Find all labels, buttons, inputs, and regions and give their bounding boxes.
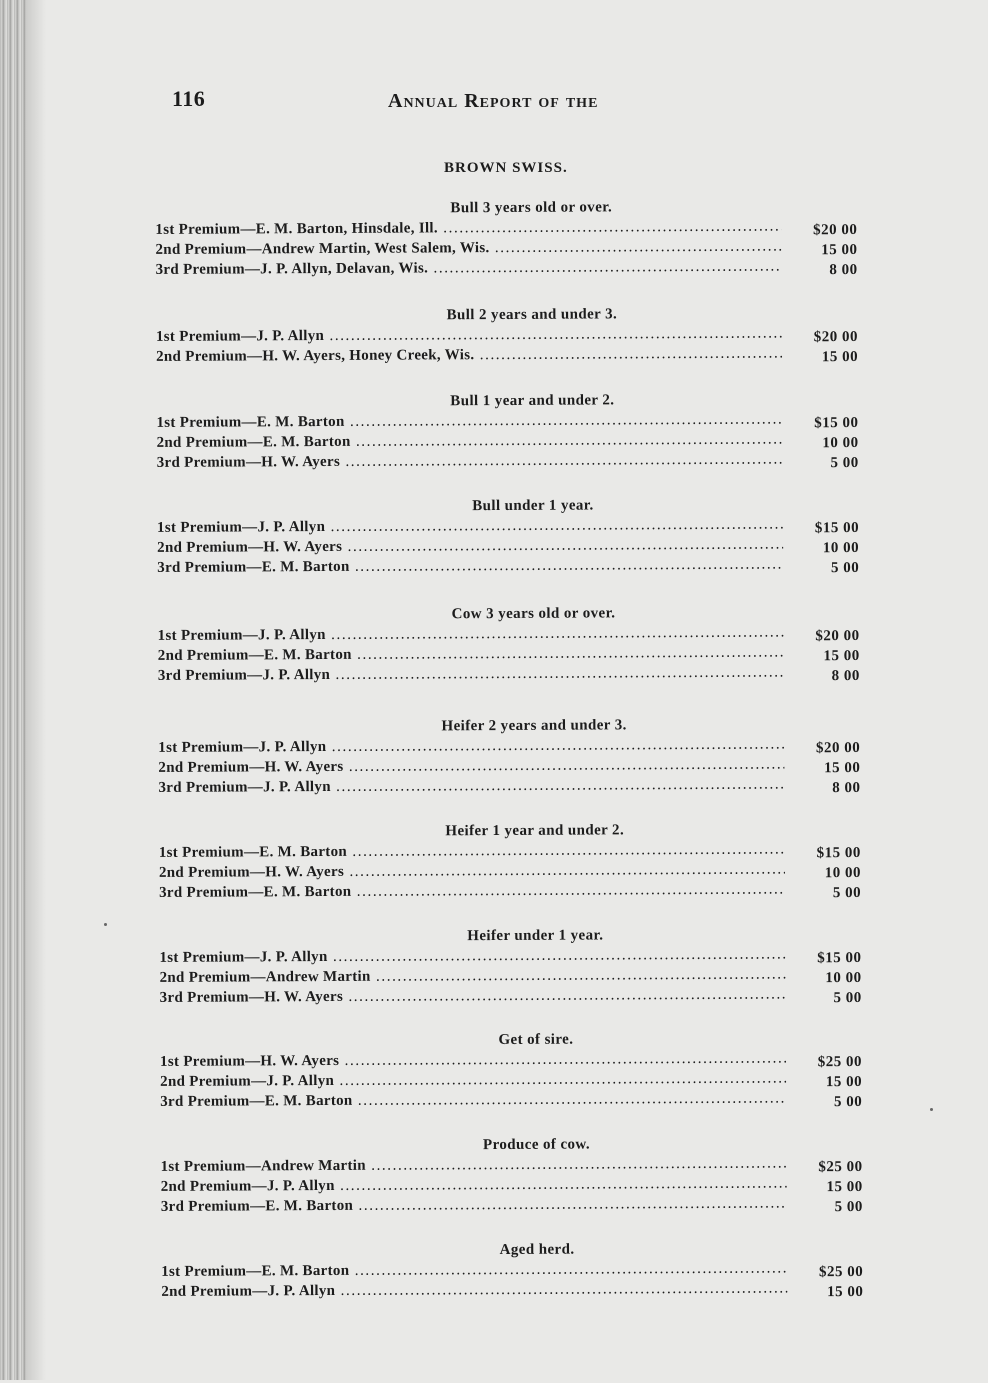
- premium-winner: 2nd Premium—J. P. Allyn .....: [161, 1278, 787, 1301]
- class-block: [158, 714, 866, 798]
- class-title: Aged herd.: [499, 1241, 575, 1259]
- premium-winner: 3rd Premium—H. W. Ayers .....: [157, 449, 783, 472]
- running-head: Annual Report of the: [388, 90, 599, 112]
- premium-amount: 5 00: [832, 884, 862, 902]
- class-block: [157, 494, 865, 578]
- class-title: Bull under 1 year.: [472, 497, 594, 515]
- premium-winner: 3rd Premium—E. M. Barton .....: [159, 879, 785, 902]
- premium-amount: 10 00: [824, 864, 862, 882]
- premium-winner: 1st Premium—E. M. Barton, Hinsdale, Ill. .....: [155, 216, 781, 239]
- page-number: 116: [172, 86, 206, 111]
- premium-winner: 2nd Premium—E. M. Barton .....: [157, 429, 783, 452]
- premium-row: [161, 1193, 869, 1217]
- premium-winner: 1st Premium—J. P. Allyn .....: [159, 944, 785, 967]
- premium-row: [160, 984, 868, 1008]
- premium-amount: $20 00: [815, 739, 861, 757]
- premium-winner: 3rd Premium—H. W. Ayers .....: [160, 984, 786, 1007]
- premium-winner: 2nd Premium—J. P. Allyn .....: [161, 1173, 787, 1196]
- premium-row: [161, 1278, 869, 1302]
- premium-amount: 15 00: [826, 1178, 863, 1196]
- class-block: [160, 1133, 868, 1217]
- premium-winner: 2nd Premium—H. W. Ayers, Honey Creek, Wis. .....: [156, 343, 782, 366]
- premium-amount: $25 00: [817, 1053, 863, 1071]
- premium-amount: $25 00: [818, 1158, 863, 1176]
- premium-amount: $15 00: [816, 844, 861, 862]
- premium-row: [158, 662, 866, 686]
- premium-amount: 10 00: [825, 969, 862, 987]
- premium-winner: 1st Premium—Andrew Martin .....: [161, 1153, 787, 1176]
- premium-winner: 1st Premium—E. M. Barton .....: [156, 409, 782, 432]
- premium-winner: 2nd Premium—H. W. Ayers .....: [158, 754, 784, 777]
- premium-row: [156, 343, 864, 367]
- class-title: Produce of cow.: [482, 1136, 591, 1154]
- premium-amount: 15 00: [825, 1073, 863, 1091]
- premium-winner: 2nd Premium—E. M. Barton .....: [158, 642, 784, 665]
- class-block: [160, 1028, 868, 1112]
- premium-winner: 2nd Premium—H. W. Ayers .....: [157, 534, 783, 557]
- class-block: [156, 303, 864, 367]
- premium-amount: 15 00: [824, 759, 861, 777]
- premium-winner: 1st Premium—E. M. Barton .....: [159, 839, 785, 862]
- premium-amount: 8 00: [832, 779, 861, 797]
- class-title: Bull 2 years and under 3.: [446, 306, 618, 324]
- premium-winner: 1st Premium—E. M. Barton .....: [161, 1258, 787, 1281]
- class-title: Bull 3 years old or over.: [450, 199, 613, 217]
- premium-amount: 5 00: [833, 989, 862, 1007]
- premium-winner: 1st Premium—J. P. Allyn .....: [158, 622, 784, 645]
- premium-winner: 1st Premium—H. W. Ayers .....: [160, 1048, 786, 1071]
- premium-row: [159, 879, 867, 903]
- premium-row: [160, 1088, 868, 1112]
- premium-amount: 5 00: [830, 454, 859, 472]
- premium-amount: 10 00: [822, 434, 859, 452]
- premium-amount: $20 00: [813, 221, 858, 239]
- premium-row: [157, 449, 865, 473]
- premium-winner: 3rd Premium—E. M. Barton .....: [160, 1088, 786, 1111]
- premium-amount: $15 00: [814, 414, 859, 432]
- premium-row: [156, 256, 864, 280]
- premium-amount: $15 00: [817, 949, 862, 967]
- class-block: [155, 196, 863, 280]
- premium-winner: 2nd Premium—J. P. Allyn .....: [160, 1068, 786, 1091]
- premium-amount: 15 00: [821, 241, 858, 259]
- premium-winner: 3rd Premium—E. M. Barton .....: [157, 554, 783, 577]
- premium-winner: 1st Premium—J. P. Allyn .....: [158, 734, 784, 757]
- class-title: Get of sire.: [498, 1031, 574, 1049]
- premium-winner: 3rd Premium—J. P. Allyn .....: [158, 774, 784, 797]
- premium-amount: 8 00: [829, 261, 858, 279]
- class-block: [157, 602, 865, 686]
- premium-winner: 3rd Premium—J. P. Allyn, Delavan, Wis. .....: [156, 256, 782, 279]
- premium-winner: 1st Premium—J. P. Allyn .....: [156, 323, 782, 346]
- premium-winner: 2nd Premium—Andrew Martin .....: [159, 964, 785, 987]
- premium-amount: 5 00: [834, 1198, 863, 1216]
- premium-amount: 5 00: [833, 1093, 863, 1111]
- premium-row: [158, 774, 866, 798]
- class-title: Heifer 2 years and under 3.: [441, 717, 627, 735]
- class-block: [156, 389, 864, 473]
- premium-winner: 2nd Premium—H. W. Ayers .....: [159, 859, 785, 882]
- premium-amount: $20 00: [813, 328, 859, 346]
- premium-amount: 15 00: [821, 348, 859, 366]
- class-title: Heifer 1 year and under 2.: [445, 822, 625, 840]
- class-block: [161, 1238, 869, 1302]
- section-title: BROWN SWISS.: [444, 160, 568, 176]
- paper-speck: [104, 923, 107, 926]
- premium-winner: 3rd Premium—J. P. Allyn .....: [158, 662, 784, 685]
- premium-winner: 1st Premium—J. P. Allyn .....: [157, 514, 783, 537]
- premium-amount: 15 00: [827, 1283, 864, 1301]
- premium-winner: 3rd Premium—E. M. Barton .....: [161, 1193, 787, 1216]
- premium-winner: 2nd Premium—Andrew Martin, West Salem, Wis. .....: [155, 236, 781, 259]
- class-block: [159, 924, 867, 1008]
- premium-amount: 8 00: [831, 667, 860, 685]
- class-title: Cow 3 years old or over.: [451, 605, 616, 623]
- premium-amount: 5 00: [830, 559, 860, 577]
- class-block: [159, 819, 867, 903]
- paper-speck: [930, 1108, 933, 1111]
- premium-amount: 10 00: [822, 539, 860, 557]
- class-title: Bull 1 year and under 2.: [450, 392, 615, 410]
- premium-amount: 15 00: [823, 647, 860, 665]
- premium-amount: $20 00: [815, 627, 860, 645]
- premium-row: [157, 554, 865, 578]
- premium-amount: $25 00: [818, 1263, 864, 1281]
- premium-amount: $15 00: [814, 519, 860, 537]
- class-title: Heifer under 1 year.: [467, 927, 604, 945]
